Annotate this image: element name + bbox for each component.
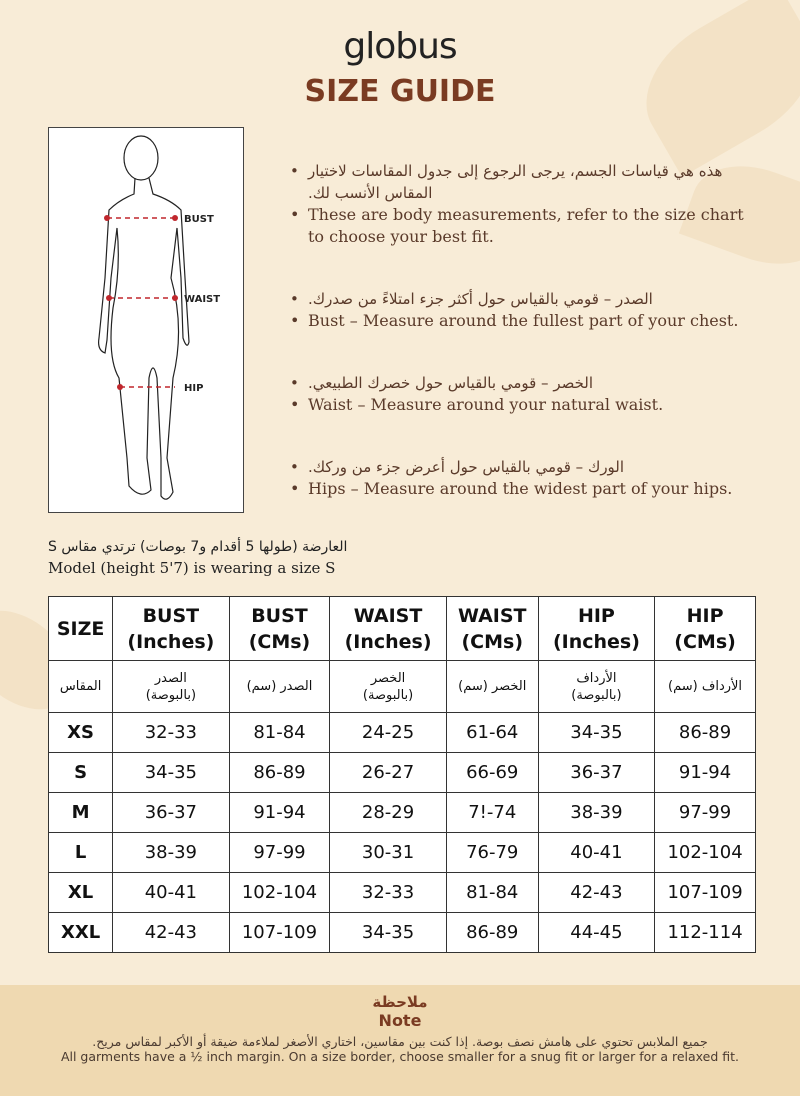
table-cell: 102-104 [229, 873, 330, 913]
table-cell [113, 597, 229, 661]
table-cell: 76-79 [446, 833, 538, 873]
table-cell: 40-41 [538, 833, 654, 873]
table-cell: 34-35 [113, 753, 229, 793]
header-line: الخصر (سم) [458, 679, 527, 694]
table-cell: 44-45 [538, 913, 654, 953]
table-cell: 91-94 [655, 753, 756, 793]
header-line: المقاس [59, 679, 102, 694]
model-info-ar: العارضة (طولها 5 أقدام و7 بوصات) ترتدي مقاس S [48, 539, 348, 555]
header-line: HIP [577, 604, 615, 627]
table-cell [330, 661, 446, 713]
table-cell: 66-69 [446, 753, 538, 793]
table-cell [49, 597, 113, 661]
table-cell: 30-31 [330, 833, 446, 873]
table-cell: 61-64 [446, 713, 538, 753]
instruction-ar: • الخصر – قومي بالقياس حول خصرك الطبيعي. [290, 372, 750, 394]
note-text-en: All garments have a ½ inch margin. On a size border, choose smaller for a snug fit or larger for a relaxed fit. [60, 1049, 740, 1064]
table-row [49, 793, 756, 833]
instruction-en: • Bust – Measure around the fullest part of your chest. [290, 310, 750, 332]
header-line: WAIST [353, 604, 423, 627]
table-cell [446, 597, 538, 661]
header-line: (CMs) [248, 630, 311, 653]
note-text-ar: جميع الملابس تحتوي على هامش نصف بوصة. إذا كنت بين مقاسين، اختاري الأصغر لملاءمة ضيقة أو الأكبر لمقاس مريح. [92, 1034, 708, 1049]
header-line: (بالبوصة) [145, 687, 197, 703]
table-cell [655, 661, 756, 713]
note-title-en: Note [378, 1011, 422, 1030]
table-cell [229, 597, 330, 661]
header-line: الأرداف [576, 670, 617, 686]
header-row [49, 597, 756, 661]
model-info-en: Model (height 5'7) is wearing a size S [48, 559, 336, 577]
header-line: (Inches) [127, 630, 215, 653]
measurement-instructions [290, 160, 750, 540]
table-cell [538, 661, 654, 713]
header-line: الصدر (سم) [246, 679, 313, 694]
table-cell [229, 661, 330, 713]
table-cell: 97-99 [655, 793, 756, 833]
table-cell: 81-84 [229, 713, 330, 753]
header-line: BUST [142, 604, 200, 627]
header-line: الصدر [154, 670, 187, 686]
size-chart-table [48, 596, 756, 953]
table-cell: 32-33 [330, 873, 446, 913]
table-cell: 36-37 [538, 753, 654, 793]
header-line: (CMs) [461, 630, 523, 653]
table-cell: 107-109 [655, 873, 756, 913]
header-line: (بالبوصة) [362, 687, 414, 703]
page-title: SIZE GUIDE [304, 74, 496, 109]
header-line: BUST [251, 604, 308, 627]
table-cell: 102-104 [655, 833, 756, 873]
table-cell: 42-43 [538, 873, 654, 913]
header-line: (Inches) [344, 630, 432, 653]
header-line: SIZE [56, 617, 105, 640]
table-cell [113, 661, 229, 713]
table-cell: 32-33 [113, 713, 229, 753]
table-cell: M [49, 793, 113, 833]
table-cell: 26-27 [330, 753, 446, 793]
table-cell [49, 661, 113, 713]
instruction-en: • These are body measurements, refer to the size chart to choose your best fit. [290, 204, 750, 248]
header-line: الخصر [370, 670, 406, 686]
table-cell: 34-35 [330, 913, 446, 953]
table-row [49, 833, 756, 873]
bust-label: BUST [184, 214, 214, 225]
table-cell: L [49, 833, 113, 873]
instruction-ar: • هذه هي قياسات الجسم، يرجى الرجوع إلى جدول المقاسات لاختيار المقاس الأنسب لك. [290, 160, 750, 204]
table-cell [538, 597, 654, 661]
header-line: الأرداف (سم) [668, 679, 743, 694]
table-row [49, 713, 756, 753]
note-section [0, 985, 800, 1096]
table-cell [655, 597, 756, 661]
table-cell [330, 597, 446, 661]
table-cell: XL [49, 873, 113, 913]
table-cell: 28-29 [330, 793, 446, 833]
table-cell: 34-35 [538, 713, 654, 753]
body-measurement-figure [48, 127, 244, 513]
instruction-ar: • الصدر – قومي بالقياس حول أكثر جزء امتلاءً من صدرك. [290, 288, 750, 310]
table-cell: 81-84 [446, 873, 538, 913]
table-cell: 86-89 [229, 753, 330, 793]
table-cell [446, 661, 538, 713]
table-row [49, 753, 756, 793]
table-cell: S [49, 753, 113, 793]
table-cell: 86-89 [446, 913, 538, 953]
table-cell: 86-89 [655, 713, 756, 753]
table-cell: 7!-74 [446, 793, 538, 833]
header-line: (CMs) [674, 630, 736, 653]
table-cell: 38-39 [538, 793, 654, 833]
table-cell: 36-37 [113, 793, 229, 833]
note-title-ar: ملاحظة [372, 993, 428, 1011]
header-line: (بالبوصة) [571, 687, 622, 703]
instruction-en: • Hips – Measure around the widest part of your hips. [290, 478, 750, 500]
header-row-ar [49, 661, 756, 713]
model-info [48, 537, 347, 579]
instruction-ar: • الورك – قومي بالقياس حول أعرض جزء من وركك. [290, 456, 750, 478]
table-cell: 24-25 [330, 713, 446, 753]
table-cell: 107-109 [229, 913, 330, 953]
table-cell: XXL [49, 913, 113, 953]
header-line: HIP [686, 604, 724, 627]
hip-label: HIP [184, 383, 204, 394]
table-cell: 42-43 [113, 913, 229, 953]
table-cell: 91-94 [229, 793, 330, 833]
waist-label: WAIST [184, 294, 221, 305]
table-cell: 38-39 [113, 833, 229, 873]
table-cell: XS [49, 713, 113, 753]
table-row [49, 873, 756, 913]
brand-logo: globus [343, 26, 457, 67]
table-cell: 97-99 [229, 833, 330, 873]
instruction-en: • Waist – Measure around your natural waist. [290, 394, 750, 416]
header-line: WAIST [457, 604, 527, 627]
table-cell: 40-41 [113, 873, 229, 913]
table-row [49, 913, 756, 953]
table-cell: 112-114 [655, 913, 756, 953]
header-line: (Inches) [552, 630, 640, 653]
